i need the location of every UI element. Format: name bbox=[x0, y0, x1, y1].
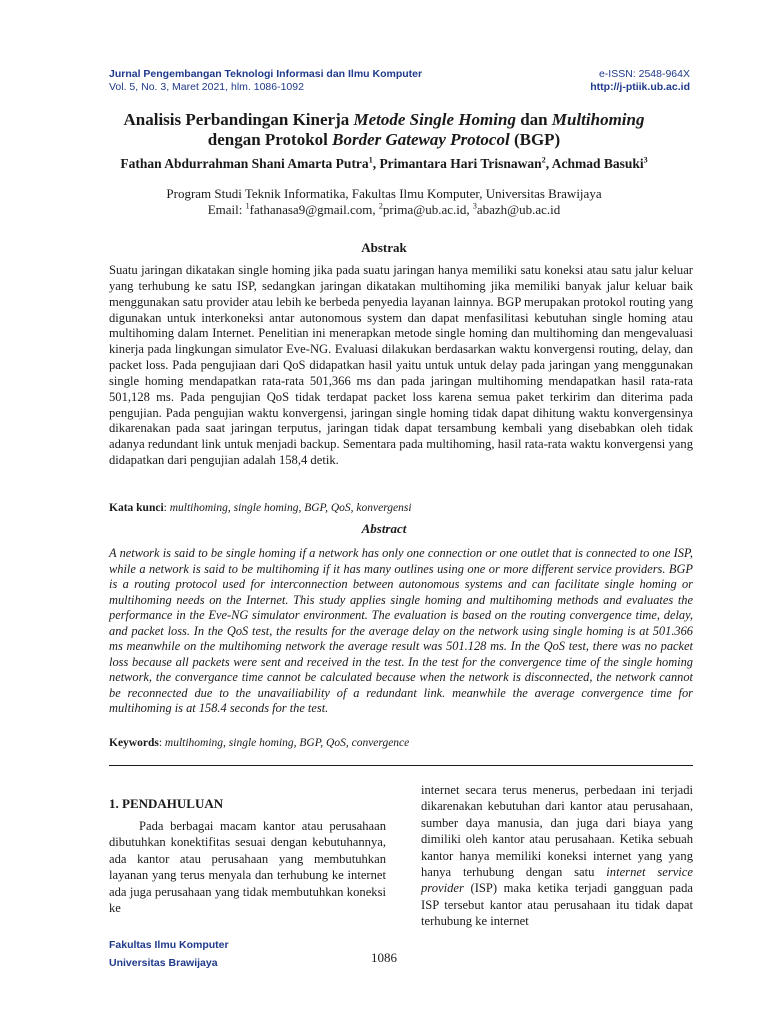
paragraph: Pada berbagai macam kantor atau perusahaan dibutuhkan konektifitas sesuai dengan kebutuhannya, ada kantor atau perusahaan yang membutuhkan layanan yang terus menyala dan terhubung ke internet ada juga perusahaan yang tidak membutuhkan koneksi ke bbox=[109, 819, 386, 916]
title-part: dan bbox=[515, 110, 552, 129]
title-part: Multihoming bbox=[551, 110, 645, 129]
email-address: abazh@ub.ac.id bbox=[476, 202, 561, 217]
title-part: Border Gateway Protocol bbox=[332, 130, 510, 149]
footer-faculty: Fakultas Ilmu Komputer bbox=[109, 939, 229, 951]
keywords-label: Keywords bbox=[109, 737, 159, 749]
keywords-label: Kata kunci bbox=[109, 502, 164, 514]
title-part: dengan Protokol bbox=[207, 130, 333, 149]
journal-issn: e-ISSN: 2548-964X bbox=[598, 68, 690, 80]
email-address: prima@ub.ac.id, bbox=[382, 202, 473, 217]
kata-kunci: Kata kunci: multihoming, single homing, BGP, QoS, konvergensi bbox=[109, 502, 412, 514]
paragraph bbox=[421, 782, 693, 930]
email-mark: 3 bbox=[472, 201, 477, 211]
author-mark: 2 bbox=[541, 155, 546, 165]
title-part: Analisis Perbandingan Kinerja bbox=[123, 110, 354, 129]
email-mark: 1 bbox=[245, 201, 250, 211]
keywords: Keywords: multihoming, single homing, BGP, QoS, convergence bbox=[109, 737, 410, 749]
author-mark: 3 bbox=[643, 155, 648, 165]
divider bbox=[109, 765, 693, 766]
affiliation-line: Program Studi Teknik Informatika, Fakultas Ilmu Komputer, Universitas Brawijaya bbox=[166, 186, 602, 201]
text-run: (ISP) maka ketika terjadi gangguan pada ISP tersebut kantor atau perusahaan itu tidak dapat terhubung ke internet bbox=[421, 881, 693, 929]
affiliation bbox=[0, 186, 768, 218]
journal-volume: Vol. 5, No. 3, Maret 2021, hlm. 1086-1092 bbox=[109, 81, 304, 93]
text-run: internet service provider bbox=[421, 865, 693, 896]
footer-university: Universitas Brawijaya bbox=[109, 957, 218, 969]
author-name: Achmad Basuki bbox=[551, 156, 644, 171]
email-label: Email: bbox=[207, 202, 246, 217]
body-column-right bbox=[421, 782, 693, 930]
journal-url: http://j-ptiik.ub.ac.id bbox=[590, 81, 690, 93]
author-name: Fathan Abdurrahman Shani Amarta Putra bbox=[120, 156, 369, 171]
issn-header bbox=[590, 68, 690, 94]
text-run: internet secara terus menerus, perbedaan ini terjadi dikarenakan kebutuhan dari kantor atau perusahaan, sumber daya manusia, dan juga dari biaya yang dimiliki oleh kantor atau perusahaan. Ketika sebuah kantor hanya memiliki koneksi internet yang yang hanya terhubung dengan satu bbox=[421, 783, 693, 880]
email-mark: 2 bbox=[378, 201, 383, 211]
keywords-text: multihoming, single homing, BGP, QoS, konvergensi bbox=[169, 502, 412, 514]
abstrak-text: Suatu jaringan dikatakan single homing jika pada suatu jaringan hanya memiliki satu koneksi atau satu jalur keluar yang terhubung ke satu ISP, sedangkan jaringan dikatakan multihoming jika memiliki banyak jalur keluar baik menggunakan satu provider atau lebih ke berbeda penyedia layanan lainnya. BGP merupakan protokol routing yang digunakan untuk interkoneksi antar autonomous system dan dapat menfasilitasi kebutuhan single homing atau multihoming dalam Internet. Penelitian ini menerapkan metode single homing dan multihoming dan mengevaluasi kinerja pada lingkungan simulator Eve-NG. Evaluasi dilakukan berdasarkan waktu konvergensi routing, delay, dan packet loss. Pada pengujiaan dari QoS didapatkan hasil yaitu untuk untuk delay pada jaringan yang menggunakan single homing mendapatkan rata-rata 501,366 ms dan pada jaringan multihoming mendapatkan hasil rata-rata 501,128 ms. Pada pengujian QoS tidak terdapat packet loss karena semua paket terkirim dan diterima pada pengujian. Pada pengujian waktu konvergensi, jaringan single homing tidak dapat dihitung waktu konvergensinya dikarenakan pada saat jaringan terputus, jaringan tidak dapat tersambung kembali yang disebabkan oleh tidak adanya redundant link untuk menjadi backup. Sementara pada multihoming, hasil rata-rata waktu konvergensi yang didapatkan dari pengujian adalah 158,4 detik. bbox=[109, 263, 693, 468]
abstract-heading: Abstract bbox=[361, 521, 407, 536]
body-column-left bbox=[109, 818, 386, 916]
abstrak-heading: Abstrak bbox=[361, 240, 407, 255]
journal-header bbox=[109, 68, 422, 94]
keywords-text: multihoming, single homing, BGP, QoS, convergence bbox=[164, 737, 410, 749]
paper-title bbox=[0, 110, 768, 150]
author-name: Primantara Hari Trisnawan bbox=[379, 156, 542, 171]
journal-name: Jurnal Pengembangan Teknologi Informasi dan Ilmu Komputer bbox=[109, 68, 423, 80]
section-heading: 1. PENDAHULUAN bbox=[109, 796, 224, 811]
author-sep: , bbox=[545, 156, 552, 171]
email-line bbox=[0, 202, 768, 218]
title-part: (BGP) bbox=[509, 130, 561, 149]
author-mark: 1 bbox=[368, 155, 373, 165]
page-number: 1086 bbox=[371, 950, 397, 965]
abstract-text: A network is said to be single homing if a network has only one connection or one outlet that is connected to one ISP, while a network is said to be multihoming if it has many outlines using one or more different service providers. BGP is a routing protocol used for interconnection between autonomous systems and can facilitate single homing or multihoming needs on the Internet. This study applies single homing and multihoming methods and evaluates the performance in the Eve-NG simulator environment. The evaluation is based on the routing convergence time, delay, and packet loss. In the QoS test, the results for the average delay on the network using single homing is at 501.366 ms meanwhile on the multihoming network the average result was 501.128 ms. In the QoS test, there was no packet loss because all packets were sent and received in the test. In the test for the convergence time of the single homing network, the convergance time cannot be calculated because when the network is disconnected, the network cannot be reconnected due to the unavailiability of a redundant link. meanwhile the average convergence time for multihoming is at 158.4 seconds for the test. bbox=[109, 546, 693, 716]
author-list bbox=[0, 156, 768, 172]
email-address: fathanasa9@gmail.com, bbox=[249, 202, 379, 217]
author-sep: , bbox=[372, 156, 380, 171]
title-part: Metode Single Homing bbox=[353, 110, 516, 129]
